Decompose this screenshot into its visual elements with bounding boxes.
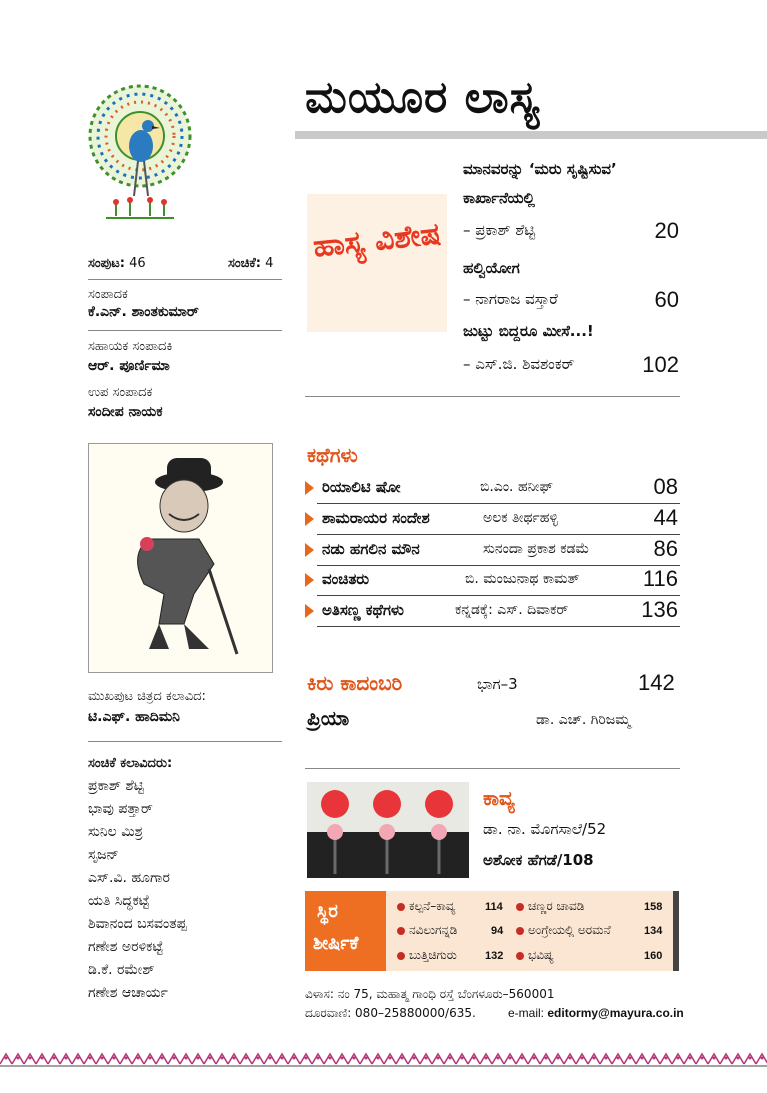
bullet-dot-icon [397, 903, 405, 911]
divider [317, 595, 680, 596]
poetry-entry: ಅಶೋಕ ಹೆಗಡೆ/108 [483, 851, 594, 869]
story-author: ಬಿ. ಮಂಜುನಾಥ ಕಾಮತ್ [465, 571, 580, 587]
story-author: ಬಿ.ಎಂ. ಹನೀಫ್ [480, 479, 553, 495]
fixed-column-name: ಅಂಗ್ರೇಯಲ್ಲಿ ಅರಮನೆ [528, 923, 611, 937]
artist-name: ಎಸ್.ವಿ. ಹೂಗಾರ [88, 870, 170, 886]
bullet-arrow-icon [305, 481, 314, 495]
bullet-dot-icon [516, 927, 524, 935]
fixed-column-item [397, 948, 457, 963]
bullet-dot-icon [516, 952, 524, 960]
poetry-entry: ಡಾ. ನಾ. ಮೊಗಸಾಲೆ/52 [483, 820, 607, 838]
story-entry [305, 568, 680, 596]
bullet-arrow-icon [305, 543, 314, 557]
fixed-column-name: ನವಿಲುಗನ್ನಡಿ [409, 923, 458, 937]
poetry-heading: ಕಾವ್ಯ [483, 786, 515, 810]
cover-illustration [88, 443, 273, 673]
fixed-label-line: ಸ್ಥಿರ [317, 901, 338, 922]
artist-name: ಡಿ.ಕೆ. ರಮೇಶ್ [88, 962, 155, 978]
fixed-column-item [397, 923, 457, 938]
fixed-column-page: 158 [644, 901, 663, 913]
bullet-arrow-icon [305, 512, 314, 526]
divider [317, 626, 680, 627]
staff-role: ಸಹಾಯಕ ಸಂಪಾದಕಿ [88, 339, 173, 354]
volume-label: ಸಂಪುಟ: [88, 256, 125, 271]
divider [317, 503, 680, 504]
divider [317, 565, 680, 566]
fixed-columns-box [305, 891, 679, 971]
fixed-columns-label [305, 891, 386, 971]
humour-page: 20 [654, 218, 679, 243]
fixed-column-item [516, 923, 611, 938]
humour-title: ಮಾನವರನ್ನು ‘ಮರು ಸೃಷ್ಟಿಸುವ’ [463, 160, 617, 178]
story-page: 116 [642, 566, 678, 591]
divider [88, 741, 282, 742]
divider [305, 768, 680, 769]
novel-heading: ಕಿರು ಕಾದಂಬರಿ [307, 671, 403, 695]
story-page: 08 [653, 474, 678, 499]
humour-title: ಜುಟ್ಟು ಬಿದ್ದರೂ ಮೀಸೆ...! [463, 322, 594, 340]
bullet-dot-icon [516, 903, 524, 911]
issue-number-value: 4 [265, 256, 274, 271]
bullet-arrow-icon [305, 604, 314, 618]
fixed-column-page: 160 [644, 950, 663, 962]
masthead-title: ಮಯೂರ ಲಾಸ್ಯ [305, 72, 541, 123]
fixed-label-line: ಶೀರ್ಷಿಕೆ [313, 933, 359, 954]
humour-entry [463, 218, 683, 243]
story-entry [305, 507, 680, 535]
masthead-rule [295, 131, 767, 139]
poetry-illustration [307, 782, 469, 878]
issue-number-label: ಸಂಚಿಕೆ: [228, 256, 261, 271]
story-entry [305, 476, 680, 504]
story-title: ನಡು ಹಗಲಿನ ಮೌನ [322, 540, 420, 558]
story-page: 136 [641, 597, 678, 622]
story-page: 44 [653, 505, 678, 530]
staff-name: ಕೆ.ಎನ್. ಶಾಂತಕುಮಾರ್ [88, 304, 199, 320]
footer-address: ವಿಳಾಸ: ನಂ 75, ಮಹಾತ್ಮ ಗಾಂಧಿ ರಸ್ತೆ ಬೆಂಗಳೂರು–560001 [305, 987, 555, 1001]
fixed-column-name: ಕಲ್ಪನೆ–ಕಾವ್ಯ [409, 899, 456, 913]
story-author: ಅಲಕ ತೀರ್ಥಹಳ್ಳಿ [483, 510, 559, 526]
humour-title: ಕಾರ್ಖಾನೆಯಲ್ಲಿ [463, 189, 535, 207]
artist-name: ಸುನಿಲ ಮಿಶ್ರ [88, 824, 143, 840]
humour-entry [463, 287, 683, 312]
staff-name: ಸಂದೀಪ ನಾಯಕ [88, 404, 163, 420]
artist-name: ಪ್ರಕಾಶ್ ಶೆಟ್ಟಿ [88, 778, 144, 794]
humour-badge [307, 194, 447, 332]
artists-heading: ಸಂಚಿಕೆ ಕಲಾವಿದರು: [88, 756, 173, 771]
divider [305, 396, 680, 397]
humour-page: 102 [642, 352, 679, 377]
fixed-column-name: ಭವಿಷ್ಯ [528, 948, 554, 962]
story-entry [305, 538, 680, 566]
staff-role: ಉಪ ಸಂಪಾದಕ [88, 385, 153, 400]
cover-artist-name: ಟಿ.ಎಫ್. ಹಾದಿಮನಿ [88, 709, 180, 725]
fixed-columns-edge [673, 891, 679, 971]
stories-heading: ಕಥೆಗಳು [307, 443, 358, 467]
humour-author: – ಪ್ರಕಾಶ್ ಶೆಟ್ಟಿ [463, 221, 536, 239]
volume-value: 46 [129, 256, 146, 271]
fixed-column-page: 94 [491, 925, 504, 937]
footer-email [508, 1006, 684, 1020]
divider [88, 279, 282, 280]
staff-name: ಆರ್. ಪೂರ್ಣಿಮಾ [88, 358, 170, 374]
footer-phone: ದೂರವಾಣಿ: 080–25880000/635. [305, 1006, 476, 1020]
artist-name: ಭಾವು ಪತ್ತಾರ್ [88, 801, 153, 817]
novel-title: ಪ್ರಿಯಾ [307, 706, 350, 730]
artist-name: ಶಿವಾನಂದ ಬಸವಂತಪ್ಪ [88, 916, 187, 932]
cover-artist-role: ಮುಖಪುಟ ಚಿತ್ರದ ಕಲಾವಿದ: [88, 689, 206, 704]
volume-info [88, 256, 146, 271]
fixed-column-page: 134 [644, 925, 663, 937]
artist-name: ಗಣೇಶ ಅರಳಿಕಟ್ಟೆ [88, 939, 164, 955]
fixed-column-page: 132 [485, 950, 504, 962]
divider [88, 330, 282, 331]
email-address[interactable]: editormy@mayura.co.in [547, 1006, 684, 1020]
artist-name: ಗಣೇಶ ಆಚಾರ್ಯ [88, 985, 168, 1001]
humour-author: – ನಾಗರಾಜ ವಸ್ತಾರೆ [463, 290, 558, 308]
story-title: ಅತಿಸಣ್ಣ ಕಥೆಗಳು [322, 601, 404, 619]
fixed-column-item [516, 899, 584, 914]
novel-author: ಡಾ. ಎಚ್. ಗಿರಿಜಮ್ಮ [536, 712, 631, 728]
peacock-logo [86, 66, 194, 236]
staff-role: ಸಂಪಾದಕ [88, 287, 128, 302]
fixed-column-name: ಚಣ್ಣರ ಚಾವಡಿ [528, 899, 585, 913]
story-title: ವಂಚಿತರು [322, 570, 370, 588]
humour-badge-text: ಹಾಸ್ಯ ವಿಶೇಷ [311, 216, 443, 265]
humour-page: 60 [654, 287, 679, 312]
bullet-arrow-icon [305, 573, 314, 587]
divider [317, 534, 680, 535]
fixed-column-item [397, 899, 455, 914]
humour-title: ಹಲ್ವಿಯೋಗ [463, 259, 520, 277]
story-title: ಶಾಮರಾಯರ ಸಂದೇಶ [322, 509, 430, 527]
fixed-column-page: 114 [485, 901, 503, 913]
story-author: ಸುನಂದಾ ಪ್ರಕಾಶ ಕಡಮೆ [483, 541, 590, 557]
novel-part: ಭಾಗ–3 [477, 675, 518, 693]
novel-page: 142 [638, 670, 675, 695]
issue-number-info [228, 256, 273, 271]
story-author: ಕನ್ನಡಕ್ಕೆ: ಎಸ್. ದಿವಾಕರ್ [455, 602, 569, 618]
bullet-dot-icon [397, 952, 405, 960]
artist-name: ಸೃಜನ್ [88, 847, 119, 863]
story-title: ರಿಯಾಲಿಟಿ ಷೋ [322, 478, 401, 496]
humour-entry [463, 352, 683, 377]
fixed-column-name: ಬುತ್ತಿಚಿಗುರು [409, 948, 457, 962]
email-label: e-mail: [508, 1006, 545, 1020]
story-page: 86 [653, 536, 678, 561]
story-entry [305, 599, 680, 627]
fixed-column-item [516, 948, 554, 963]
humour-author: – ಎಸ್.ಜಿ. ಶಿವಶಂಕರ್ [463, 355, 575, 373]
decorative-border [0, 1050, 767, 1068]
bullet-dot-icon [397, 927, 405, 935]
artist-name: ಯತಿ ಸಿದ್ಧಕಟ್ಟೆ [88, 893, 150, 909]
